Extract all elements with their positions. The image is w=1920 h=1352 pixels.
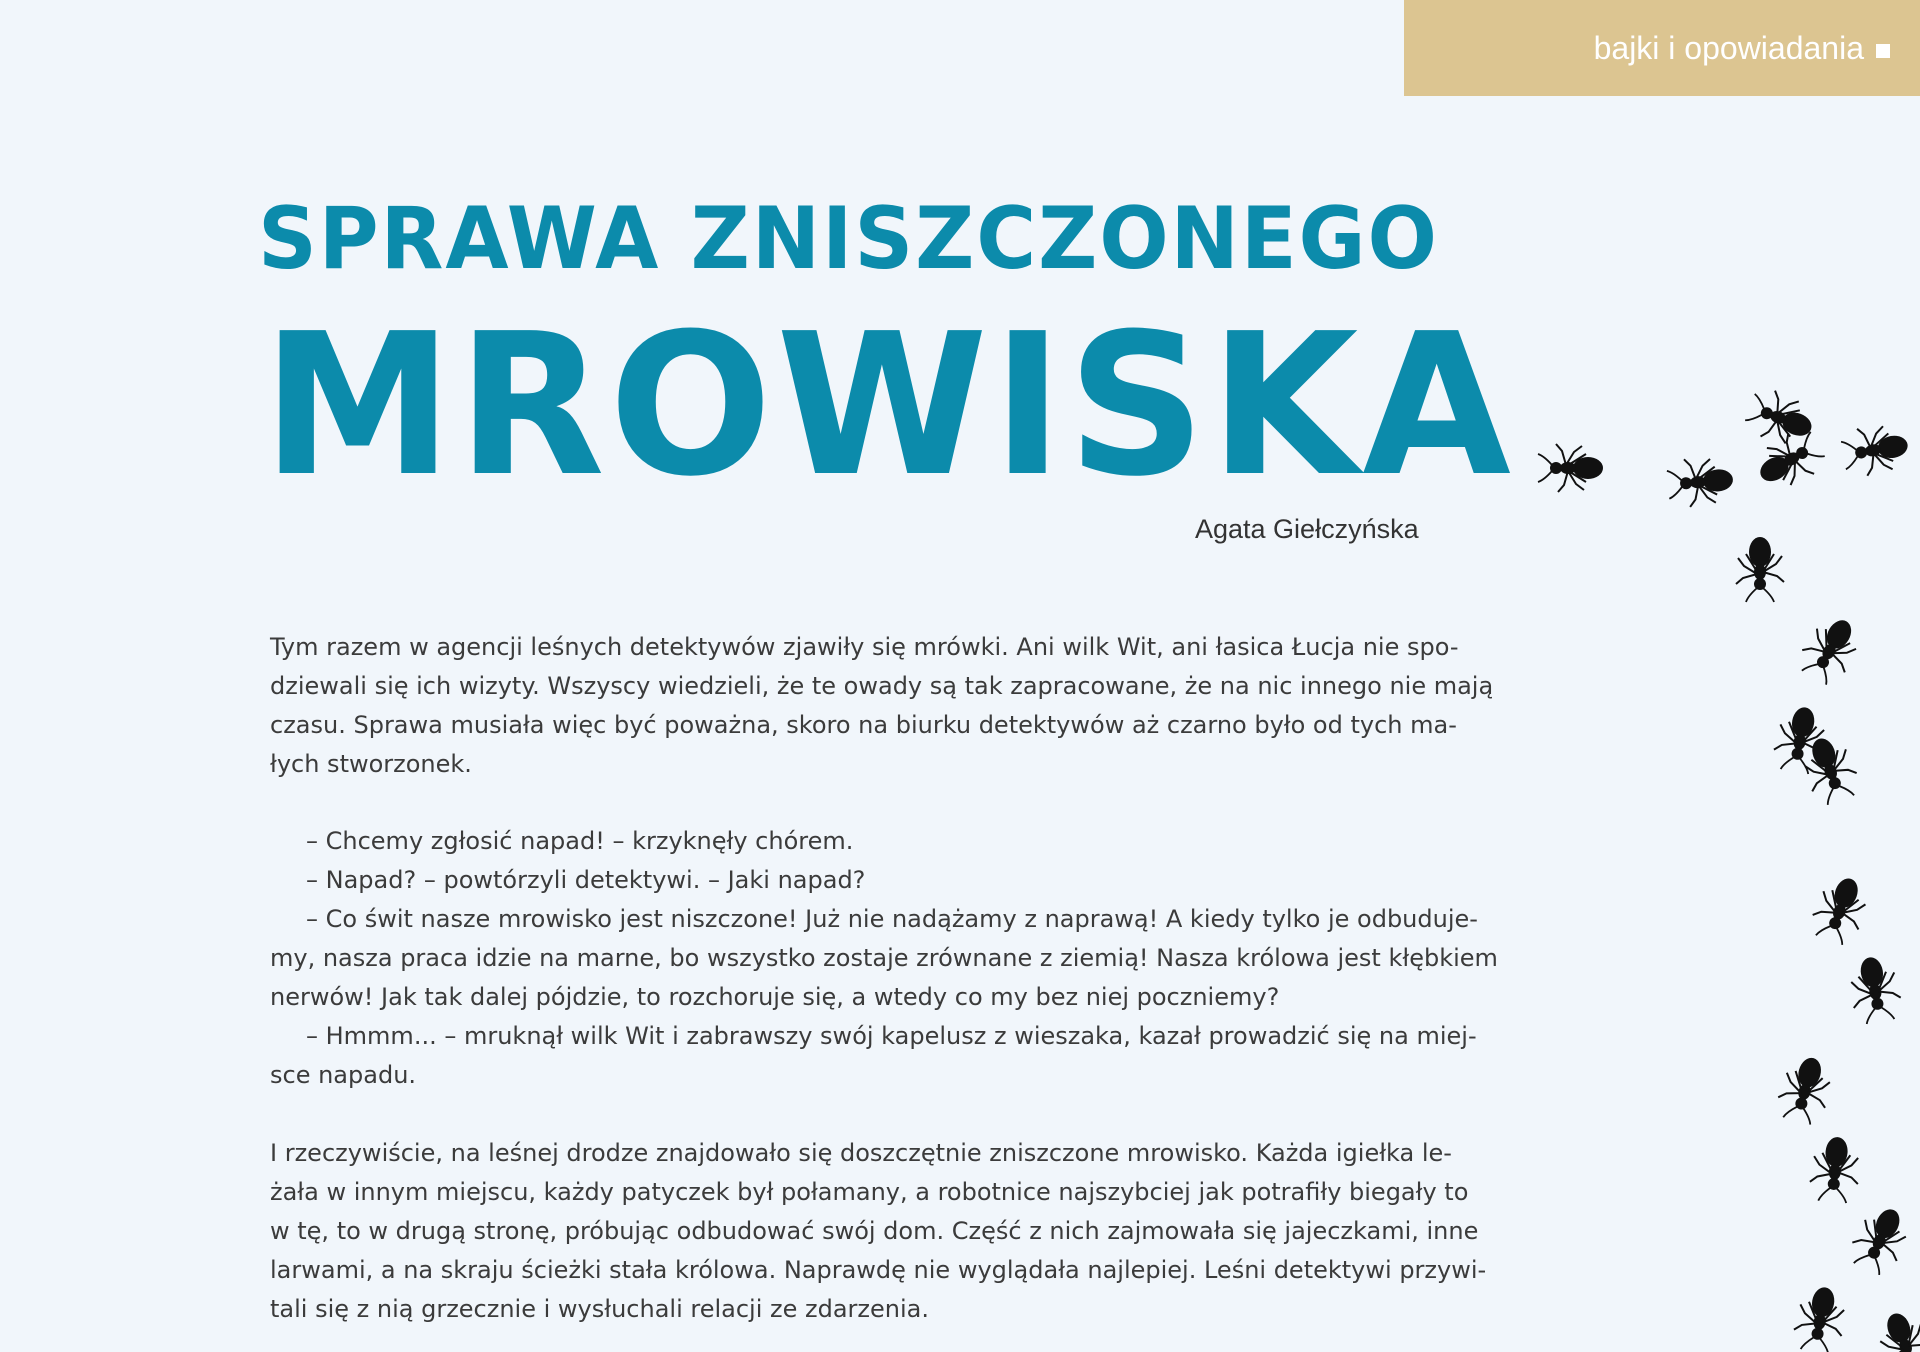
ant-icon — [1538, 444, 1603, 492]
ant-icon — [1807, 871, 1874, 948]
dialogue-line: my, nasza praca idzie na marne, bo wszystko zostaje zrównane z ziemią! Nasza królowa jest kłębkiem — [270, 944, 1498, 972]
text-line: tali się z nią grzecznie i wysłuchali relacji ze zdarzenia. — [270, 1295, 929, 1323]
ant-icon — [1742, 385, 1819, 452]
dialogue-line: sce napadu. — [270, 1061, 417, 1089]
ant-icon — [1808, 1135, 1861, 1204]
text-line: żała w innym miejscu, każdy patyczek był połamany, a robotnice najszybciej jak potrafiły biegały to — [270, 1178, 1469, 1206]
text-line: dziewali się ich wizyty. Wszyscy wiedzieli, że te owady są tak zapracowane, że na nic innego nie mają — [270, 672, 1494, 700]
text-line: Tym razem w agencji leśnych detektywów zjawiły się mrówki. Ani wilk Wit, ani łasica Łucja nie spo- — [270, 633, 1459, 661]
ant-icon — [1839, 421, 1911, 480]
section-tag-label: bajki i opowiadania — [1593, 29, 1864, 66]
text-line: larwami, a na skraju ścieżki stała królowa. Naprawdę nie wyglądała najlepiej. Leśni detektywi przywi- — [270, 1256, 1487, 1284]
text-line: I rzeczywiście, na leśnej drodze znajdowało się doszczętnie zniszczone mrowisko. Każda igiełka le- — [270, 1139, 1452, 1167]
ant-trail-icon — [1500, 370, 1920, 1352]
square-icon — [1876, 44, 1890, 58]
dialogue-line: nerwów! Jak tak dalej pójdzie, to rozchoruje się, a wtedy co my bez niej poczniemy? — [270, 983, 1280, 1011]
dialogue-line: – Napad? – powtórzyli detektywi. – Jaki napad? — [306, 866, 866, 894]
author-name: Agata Giełczyńska — [1195, 514, 1419, 544]
dialogue-line: – Co świt nasze mrowisko jest niszczone! Już nie nadążamy z naprawą! A kiedy tylko je odbuduje- — [306, 905, 1478, 933]
ant-icon — [1774, 1052, 1837, 1127]
dialogue — [270, 822, 1498, 1095]
paragraph-1 — [270, 628, 1495, 784]
ant-icon — [1666, 455, 1735, 508]
paragraph-2 — [270, 1134, 1495, 1329]
dialogue-line: – Chcemy zgłosić napad! – krzyknęły chórem. — [306, 827, 854, 855]
title-line-1: SPRAWA ZNISZCZONEGO — [258, 189, 1439, 289]
dialogue-line: – Hmmm... – mruknął wilk Wit i zabrawszy swój kapelusz z wieszaka, kazał prowadzić się na miej- — [306, 1022, 1477, 1050]
text-line: w tę, to w drugą stronę, próbując odbudować swój dom. Część z nich zajmowała się jajeczkami, inne — [270, 1217, 1479, 1245]
ant-icon — [1845, 1200, 1916, 1279]
ant-icon — [1871, 1306, 1920, 1352]
ant-icon — [1793, 609, 1867, 689]
ant-icon — [1791, 1283, 1850, 1352]
text-line: czasu. Sprawa musiała więc być poważna, skoro na biurku detektywów aż czarno było od tych ma- — [270, 711, 1457, 739]
ant-icon — [1846, 953, 1905, 1025]
ant-icon — [1736, 537, 1784, 602]
text-line: łych stworzonek. — [270, 750, 472, 778]
title-line-2: MROWISKA — [262, 292, 1515, 520]
section-tag — [1404, 0, 1920, 96]
